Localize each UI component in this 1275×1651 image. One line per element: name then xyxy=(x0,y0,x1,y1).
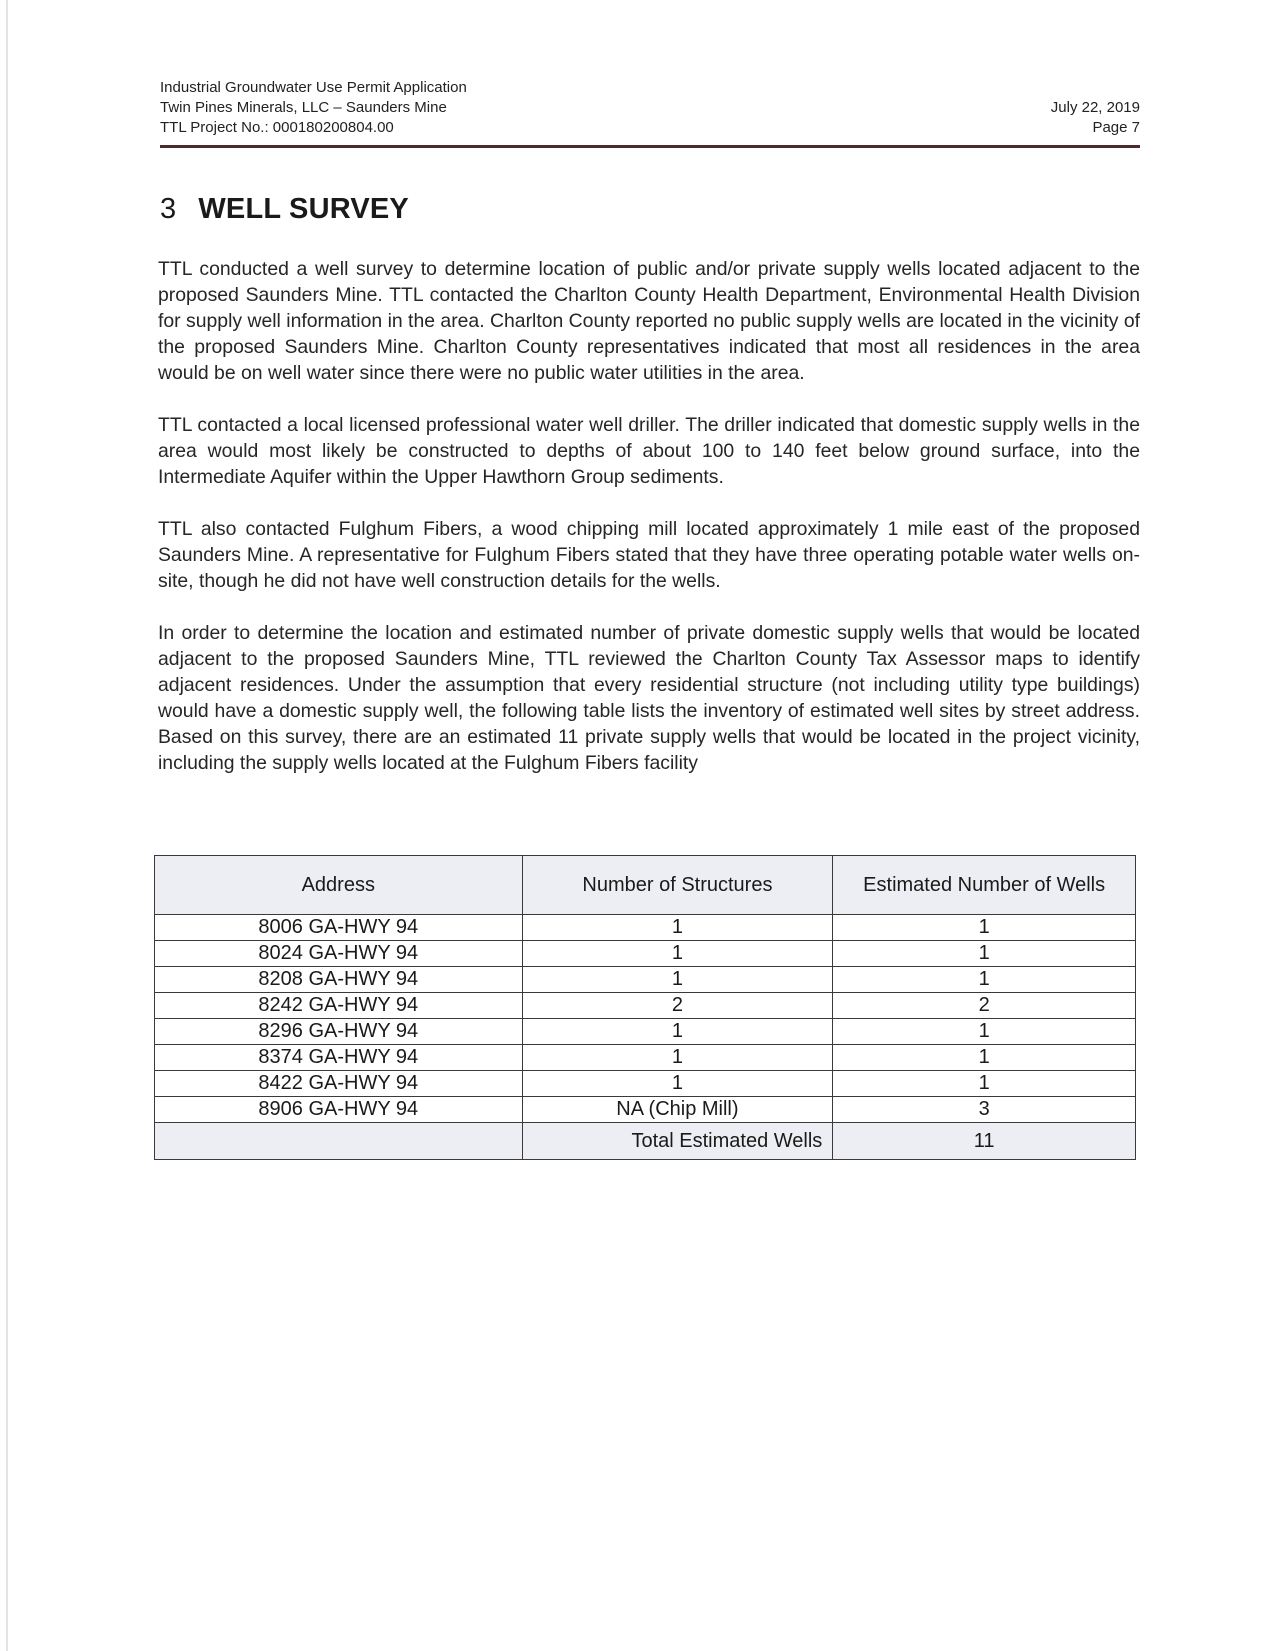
structures-cell: 1 xyxy=(522,941,833,967)
header-right-block xyxy=(1051,98,1140,138)
table-row xyxy=(155,1019,1136,1045)
body-text xyxy=(158,256,1140,802)
structures-cell: 1 xyxy=(522,1045,833,1071)
column-header-address: Address xyxy=(155,856,523,915)
address-cell: 8006 GA-HWY 94 xyxy=(155,915,523,941)
wells-cell: 1 xyxy=(833,1019,1136,1045)
address-cell: 8296 GA-HWY 94 xyxy=(155,1019,523,1045)
header-project-number: TTL Project No.: 000180200804.00 xyxy=(160,119,394,136)
table-row xyxy=(155,1045,1136,1071)
structures-cell: 1 xyxy=(522,1019,833,1045)
paragraph: TTL contacted a local licensed professional water well driller. The driller indicated that domestic supply wells in the area would most likely be constructed to depths of about 100 to 140 feet below ground surface, into the Intermediate Aquifer within the Upper Hawthorn Group sediments. xyxy=(158,414,1140,488)
structures-cell: 1 xyxy=(522,967,833,993)
header-divider xyxy=(160,145,1140,148)
structures-cell: 2 xyxy=(522,993,833,1019)
table-row xyxy=(155,967,1136,993)
section-heading xyxy=(160,193,409,226)
paragraph: TTL conducted a well survey to determine location of public and/or private supply wells located adjacent to the proposed Saunders Mine. TTL contacted the Charlton County Health Department, Environmental Health Division for supply well information in the area. Charlton County reported no public supply wells are located in the vicinity of the proposed Saunders Mine. Charlton County representatives indicated that most all residences in the area would be on well water since there were no public water utilities in the area. xyxy=(158,258,1140,384)
well-inventory-table xyxy=(154,855,1136,1160)
table-row xyxy=(155,1097,1136,1123)
wells-cell: 3 xyxy=(833,1097,1136,1123)
address-cell: 8374 GA-HWY 94 xyxy=(155,1045,523,1071)
page-left-edge xyxy=(6,0,8,1651)
header-client: Twin Pines Minerals, LLC – Saunders Mine xyxy=(160,99,447,116)
table-header-row xyxy=(155,856,1136,915)
address-cell: 8242 GA-HWY 94 xyxy=(155,993,523,1019)
paragraph: TTL also contacted Fulghum Fibers, a wood chipping mill located approximately 1 mile east of the proposed Saunders Mine. A representative for Fulghum Fibers stated that they have three operating potable water wells on-site, though he did not have well construction details for the wells. xyxy=(158,518,1140,592)
address-cell: 8906 GA-HWY 94 xyxy=(155,1097,523,1123)
table-total-row xyxy=(155,1123,1136,1160)
total-empty-cell xyxy=(155,1123,523,1160)
structures-cell: 1 xyxy=(522,1071,833,1097)
table-row xyxy=(155,941,1136,967)
column-header-wells: Estimated Number of Wells xyxy=(833,856,1136,915)
address-cell: 8208 GA-HWY 94 xyxy=(155,967,523,993)
wells-cell: 1 xyxy=(833,967,1136,993)
paragraph: In order to determine the location and estimated number of private domestic supply wells that would be located adjacent to the proposed Saunders Mine, TTL reviewed the Charlton County Tax Assessor maps to identify adjacent residences. Under the assumption that every residential structure (not including utility type buildings) would have a domestic supply well, the following table lists the inventory of estimated well sites by street address. Based on this survey, there are an estimated 11 private supply wells that would be located in the project vicinity, including the supply wells located at the Fulghum Fibers facility xyxy=(158,622,1140,774)
table-row xyxy=(155,1071,1136,1097)
column-header-structures: Number of Structures xyxy=(522,856,833,915)
address-cell: 8024 GA-HWY 94 xyxy=(155,941,523,967)
address-cell: 8422 GA-HWY 94 xyxy=(155,1071,523,1097)
header-page-number: Page 7 xyxy=(1092,119,1140,136)
total-value: 11 xyxy=(833,1123,1136,1160)
wells-cell: 1 xyxy=(833,941,1136,967)
wells-cell: 2 xyxy=(833,993,1136,1019)
total-label: Total Estimated Wells xyxy=(522,1123,833,1160)
well-inventory-table-container xyxy=(154,855,1136,1160)
section-title: WELL SURVEY xyxy=(198,193,409,225)
wells-cell: 1 xyxy=(833,1071,1136,1097)
table-row xyxy=(155,993,1136,1019)
header-date: July 22, 2019 xyxy=(1050,99,1140,116)
header-document-title: Industrial Groundwater Use Permit Application xyxy=(160,79,467,96)
wells-cell: 1 xyxy=(833,1045,1136,1071)
header-left-block xyxy=(160,78,467,138)
structures-cell: NA (Chip Mill) xyxy=(522,1097,833,1123)
structures-cell: 1 xyxy=(522,915,833,941)
table-row xyxy=(155,915,1136,941)
section-number: 3 xyxy=(160,193,177,225)
wells-cell: 1 xyxy=(833,915,1136,941)
page-header xyxy=(160,78,1140,146)
